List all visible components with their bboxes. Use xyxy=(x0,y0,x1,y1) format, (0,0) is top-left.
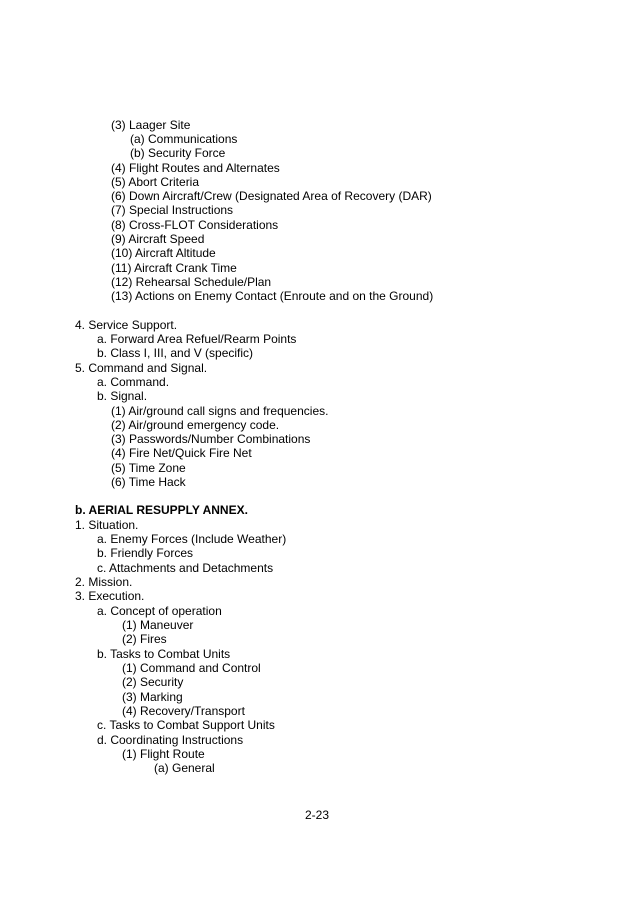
outline-item: (9) Aircraft Speed xyxy=(111,232,205,246)
outline-item: (2) Air/ground emergency code. xyxy=(111,418,280,432)
outline-item: 3. Execution. xyxy=(75,589,145,603)
outline-item: 2. Mission. xyxy=(75,575,133,589)
outline-item: (10) Aircraft Altitude xyxy=(111,246,216,260)
outline-item: (1) Flight Route xyxy=(122,747,205,761)
outline-item: (2) Fires xyxy=(122,632,167,646)
outline-item: (3) Passwords/Number Combinations xyxy=(111,432,311,446)
outline-item: (11) Aircraft Crank Time xyxy=(111,261,237,275)
outline-item: (3) Marking xyxy=(122,690,183,704)
outline-item: (b) Security Force xyxy=(130,146,226,160)
outline-item: c. Tasks to Combat Support Units xyxy=(97,718,275,732)
outline-item: d. Coordinating Instructions xyxy=(97,733,244,747)
outline-item: b. Tasks to Combat Units xyxy=(97,647,231,661)
annex-heading: b. AERIAL RESUPPLY ANNEX. xyxy=(75,503,248,517)
outline-item: (2) Security xyxy=(122,675,184,689)
outline-item: b. Class I, III, and V (specific) xyxy=(97,346,254,360)
outline-item: (4) Flight Routes and Alternates xyxy=(111,161,280,175)
outline-item: (6) Down Aircraft/Crew (Designated Area of Recovery (DAR) xyxy=(111,189,432,203)
outline-item: b. Friendly Forces xyxy=(97,546,194,560)
outline-item: a. Forward Area Refuel/Rearm Points xyxy=(97,332,297,346)
outline-item: (4) Recovery/Transport xyxy=(122,704,245,718)
outline-item: (a) Communications xyxy=(130,132,238,146)
outline-item: (6) Time Hack xyxy=(111,475,186,489)
outline-item: b. Signal. xyxy=(97,389,148,403)
outline-item: (4) Fire Net/Quick Fire Net xyxy=(111,446,252,460)
outline-item: (1) Maneuver xyxy=(122,618,194,632)
outline-item: (7) Special Instructions xyxy=(111,203,234,217)
outline-item: a. Concept of operation xyxy=(97,604,222,618)
outline-item: a. Command. xyxy=(97,375,170,389)
outline-item: (12) Rehearsal Schedule/Plan xyxy=(111,275,272,289)
outline-item: (1) Air/ground call signs and frequencies. xyxy=(111,404,329,418)
outline-item: (3) Laager Site xyxy=(111,118,191,132)
outline-item: 4. Service Support. xyxy=(75,318,178,332)
page-number: 2-23 xyxy=(305,808,330,822)
outline-item: c. Attachments and Detachments xyxy=(97,561,274,575)
outline-item: 1. Situation. xyxy=(75,518,139,532)
outline-item: (1) Command and Control xyxy=(122,661,261,675)
outline-item: (a) General xyxy=(154,761,215,775)
outline-item: (13) Actions on Enemy Contact (Enroute and on the Ground) xyxy=(111,289,434,303)
outline-item: (8) Cross-FLOT Considerations xyxy=(111,218,279,232)
outline-item: a. Enemy Forces (Include Weather) xyxy=(97,532,287,546)
outline-item: 5. Command and Signal. xyxy=(75,361,208,375)
outline-item: (5) Abort Criteria xyxy=(111,175,200,189)
outline-item: (5) Time Zone xyxy=(111,461,186,475)
